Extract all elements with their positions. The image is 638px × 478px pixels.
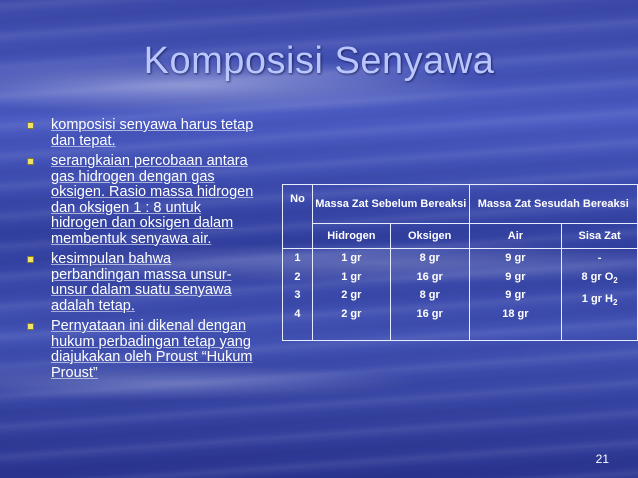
column-sisa: - 8 gr $O_2$ 1 gr $H_2$ bbox=[562, 249, 638, 341]
header-oksigen: Oksigen bbox=[390, 224, 469, 249]
column-oksigen: 8 gr 16 gr 8 gr 16 gr bbox=[390, 249, 469, 341]
square-bullet-icon bbox=[27, 122, 34, 129]
header-no: No bbox=[283, 185, 313, 249]
header-hidrogen: Hidrogen bbox=[312, 224, 390, 249]
square-bullet-icon bbox=[27, 256, 34, 263]
bullet-text: Pernyataan ini dikenal dengan hukum perbadingan tetap yang diajukakan oleh Proust “Hukum Proust” bbox=[51, 318, 253, 381]
header-air: Air bbox=[469, 224, 562, 249]
bullet-text: kesimpulan bahwa perbandingan massa unsur-unsur dalam suatu senyawa adalah tetap. bbox=[51, 251, 232, 314]
bullet-item bbox=[24, 252, 260, 314]
bullet-item bbox=[24, 154, 260, 247]
bullet-text: komposisi senyawa harus tetap dan tepat. bbox=[51, 117, 254, 149]
bullet-text: serangkaian percobaan antara gas hidrogen dengan gas oksigen. Rasio massa hidrogen dan oksigen 1 : 8 untuk hidrogen dan oksigen dalam membentuk senyawa air. bbox=[51, 153, 254, 247]
bullet-item bbox=[24, 118, 260, 149]
square-bullet-icon bbox=[27, 158, 34, 165]
column-no: 1 2 3 4 bbox=[283, 249, 313, 341]
header-sisa: Sisa Zat bbox=[562, 224, 638, 249]
column-hidrogen: 1 gr 1 gr 2 gr 2 gr bbox=[312, 249, 390, 341]
column-air: 9 gr 9 gr 9 gr 18 gr bbox=[469, 249, 562, 341]
page-number: 21 bbox=[595, 452, 609, 466]
square-bullet-icon bbox=[27, 323, 34, 330]
header-after: Massa Zat Sesudah Bereaksi bbox=[469, 185, 637, 224]
slide-title: Komposisi Senyawa bbox=[143, 40, 495, 82]
header-before: Massa Zat Sebelum Bereaksi bbox=[312, 185, 469, 224]
bullet-item bbox=[24, 319, 260, 381]
bullet-list bbox=[24, 118, 260, 386]
composition-table bbox=[282, 184, 638, 341]
